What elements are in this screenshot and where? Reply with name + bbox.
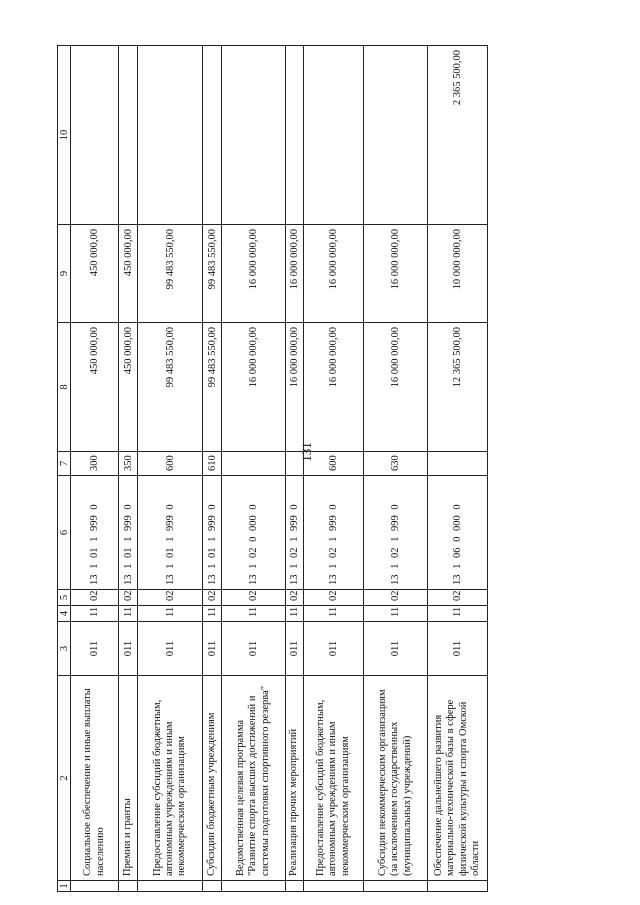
amount-year-3 bbox=[71, 46, 119, 225]
expense-name: Премии и гранты bbox=[119, 676, 138, 881]
section-code: 11 bbox=[222, 606, 286, 622]
row-number-cell bbox=[222, 881, 286, 892]
expense-name: Социальное обеспечение и иные выплаты населению bbox=[71, 676, 119, 881]
table-row bbox=[222, 46, 286, 892]
grbs-code: 011 bbox=[138, 622, 203, 676]
expense-type-code bbox=[428, 452, 488, 476]
amount-year-2: 450 000,00 bbox=[71, 225, 119, 323]
table-row bbox=[286, 46, 304, 892]
expense-type-code: 600 bbox=[304, 452, 364, 476]
amount-year-2: 16 000 000,00 bbox=[222, 225, 286, 323]
amount-year-3 bbox=[304, 46, 364, 225]
col-number-5: 5 bbox=[58, 590, 71, 606]
expense-name: Субсидии бюджетным учреждениям bbox=[203, 676, 222, 881]
row-number-cell bbox=[138, 881, 203, 892]
target-article-code: 13 1 02 1 999 0 bbox=[364, 476, 428, 590]
section-code: 11 bbox=[71, 606, 119, 622]
amount-year-1: 12 365 500,00 bbox=[428, 323, 488, 452]
section-code: 11 bbox=[286, 606, 304, 622]
target-article-code: 13 1 01 1 999 0 bbox=[203, 476, 222, 590]
amount-year-1: 99 483 550,00 bbox=[203, 323, 222, 452]
row-number-cell bbox=[119, 881, 138, 892]
amount-year-3 bbox=[286, 46, 304, 225]
amount-year-2: 99 483 550,00 bbox=[203, 225, 222, 323]
grbs-code: 011 bbox=[286, 622, 304, 676]
expense-name: Ведомственная целевая программа "Развитие спорта высших достижений и системы подготовки спортивного резерва" bbox=[222, 676, 286, 881]
section-code: 11 bbox=[138, 606, 203, 622]
row-number-cell bbox=[304, 881, 364, 892]
section-code: 11 bbox=[203, 606, 222, 622]
amount-year-3 bbox=[222, 46, 286, 225]
table-row bbox=[203, 46, 222, 892]
expense-name: Предоставление субсидий бюджетным, автономным учреждениям и иным некоммерческим организациям bbox=[138, 676, 203, 881]
amount-year-1: 16 000 000,00 bbox=[304, 323, 364, 452]
expense-type-code: 600 bbox=[138, 452, 203, 476]
target-article-code: 13 1 01 1 999 0 bbox=[71, 476, 119, 590]
amount-year-1: 450 000,00 bbox=[119, 323, 138, 452]
amount-year-2: 16 000 000,00 bbox=[364, 225, 428, 323]
expense-name: Субсидии некоммерческим организациям (за исключением государственных (муниципальных) учреждений) bbox=[364, 676, 428, 881]
col-number-2: 2 bbox=[58, 676, 71, 881]
amount-year-1: 16 000 000,00 bbox=[364, 323, 428, 452]
expense-type-code: 630 bbox=[364, 452, 428, 476]
expense-name: Реализация прочих мероприятий bbox=[286, 676, 304, 881]
subsection-code: 02 bbox=[428, 590, 488, 606]
subsection-code: 02 bbox=[119, 590, 138, 606]
col-number-9: 9 bbox=[58, 225, 71, 323]
expense-name: Обеспечение дальнейшего развития материально-технической базы в сфере физической культуры и спорта Омской области bbox=[428, 676, 488, 881]
target-article-code: 13 1 01 1 999 0 bbox=[138, 476, 203, 590]
rotated-page bbox=[57, 46, 486, 892]
target-article-code: 13 1 06 0 000 0 bbox=[428, 476, 488, 590]
subsection-code: 02 bbox=[203, 590, 222, 606]
grbs-code: 011 bbox=[71, 622, 119, 676]
grbs-code: 011 bbox=[222, 622, 286, 676]
subsection-code: 02 bbox=[364, 590, 428, 606]
amount-year-3 bbox=[119, 46, 138, 225]
table-row bbox=[304, 46, 364, 892]
row-number-cell bbox=[71, 881, 119, 892]
grbs-code: 011 bbox=[304, 622, 364, 676]
col-number-6: 6 bbox=[58, 476, 71, 590]
subsection-code: 02 bbox=[138, 590, 203, 606]
row-number-cell bbox=[286, 881, 304, 892]
row-number-cell bbox=[428, 881, 488, 892]
col-number-3: 3 bbox=[58, 622, 71, 676]
col-number-8: 8 bbox=[58, 323, 71, 452]
amount-year-2: 99 483 550,00 bbox=[138, 225, 203, 323]
table-row bbox=[138, 46, 203, 892]
col-number-4: 4 bbox=[58, 606, 71, 622]
budget-table bbox=[57, 45, 488, 892]
amount-year-3: 2 365 500,00 bbox=[428, 46, 488, 225]
expense-type-code: 300 bbox=[71, 452, 119, 476]
table-row bbox=[71, 46, 119, 892]
expense-type-code: 610 bbox=[203, 452, 222, 476]
table-row bbox=[364, 46, 428, 892]
amount-year-2: 16 000 000,00 bbox=[286, 225, 304, 323]
expense-name: Предоставление субсидий бюджетным, автономным учреждениям и иным некоммерческим организациям bbox=[304, 676, 364, 881]
expense-type-code bbox=[222, 452, 286, 476]
col-number-1: 1 bbox=[58, 881, 71, 892]
target-article-code: 13 1 02 1 999 0 bbox=[304, 476, 364, 590]
section-code: 11 bbox=[428, 606, 488, 622]
table-row bbox=[119, 46, 138, 892]
grbs-code: 011 bbox=[428, 622, 488, 676]
subsection-code: 02 bbox=[286, 590, 304, 606]
expense-type-code: 350 bbox=[119, 452, 138, 476]
amount-year-2: 16 000 000,00 bbox=[304, 225, 364, 323]
amount-year-2: 450 000,00 bbox=[119, 225, 138, 323]
expense-type-code bbox=[286, 452, 304, 476]
amount-year-1: 16 000 000,00 bbox=[222, 323, 286, 452]
target-article-code: 13 1 02 1 999 0 bbox=[286, 476, 304, 590]
column-number-row bbox=[58, 46, 71, 892]
grbs-code: 011 bbox=[203, 622, 222, 676]
amount-year-2: 10 000 000,00 bbox=[428, 225, 488, 323]
section-code: 11 bbox=[304, 606, 364, 622]
target-article-code: 13 1 01 1 999 0 bbox=[119, 476, 138, 590]
subsection-code: 02 bbox=[71, 590, 119, 606]
target-article-code: 13 1 02 0 000 0 bbox=[222, 476, 286, 590]
amount-year-3 bbox=[364, 46, 428, 225]
section-code: 11 bbox=[364, 606, 428, 622]
grbs-code: 011 bbox=[364, 622, 428, 676]
col-number-7: 7 bbox=[58, 452, 71, 476]
amount-year-1: 16 000 000,00 bbox=[286, 323, 304, 452]
subsection-code: 02 bbox=[304, 590, 364, 606]
amount-year-1: 99 483 550,00 bbox=[138, 323, 203, 452]
amount-year-3 bbox=[203, 46, 222, 225]
section-code: 11 bbox=[119, 606, 138, 622]
subsection-code: 02 bbox=[222, 590, 286, 606]
col-number-10: 10 bbox=[58, 46, 71, 225]
page-number: 131 bbox=[299, 442, 314, 462]
row-number-cell bbox=[364, 881, 428, 892]
amount-year-3 bbox=[138, 46, 203, 225]
grbs-code: 011 bbox=[119, 622, 138, 676]
amount-year-1: 450 000,00 bbox=[71, 323, 119, 452]
row-number-cell bbox=[203, 881, 222, 892]
table-row bbox=[428, 46, 488, 892]
